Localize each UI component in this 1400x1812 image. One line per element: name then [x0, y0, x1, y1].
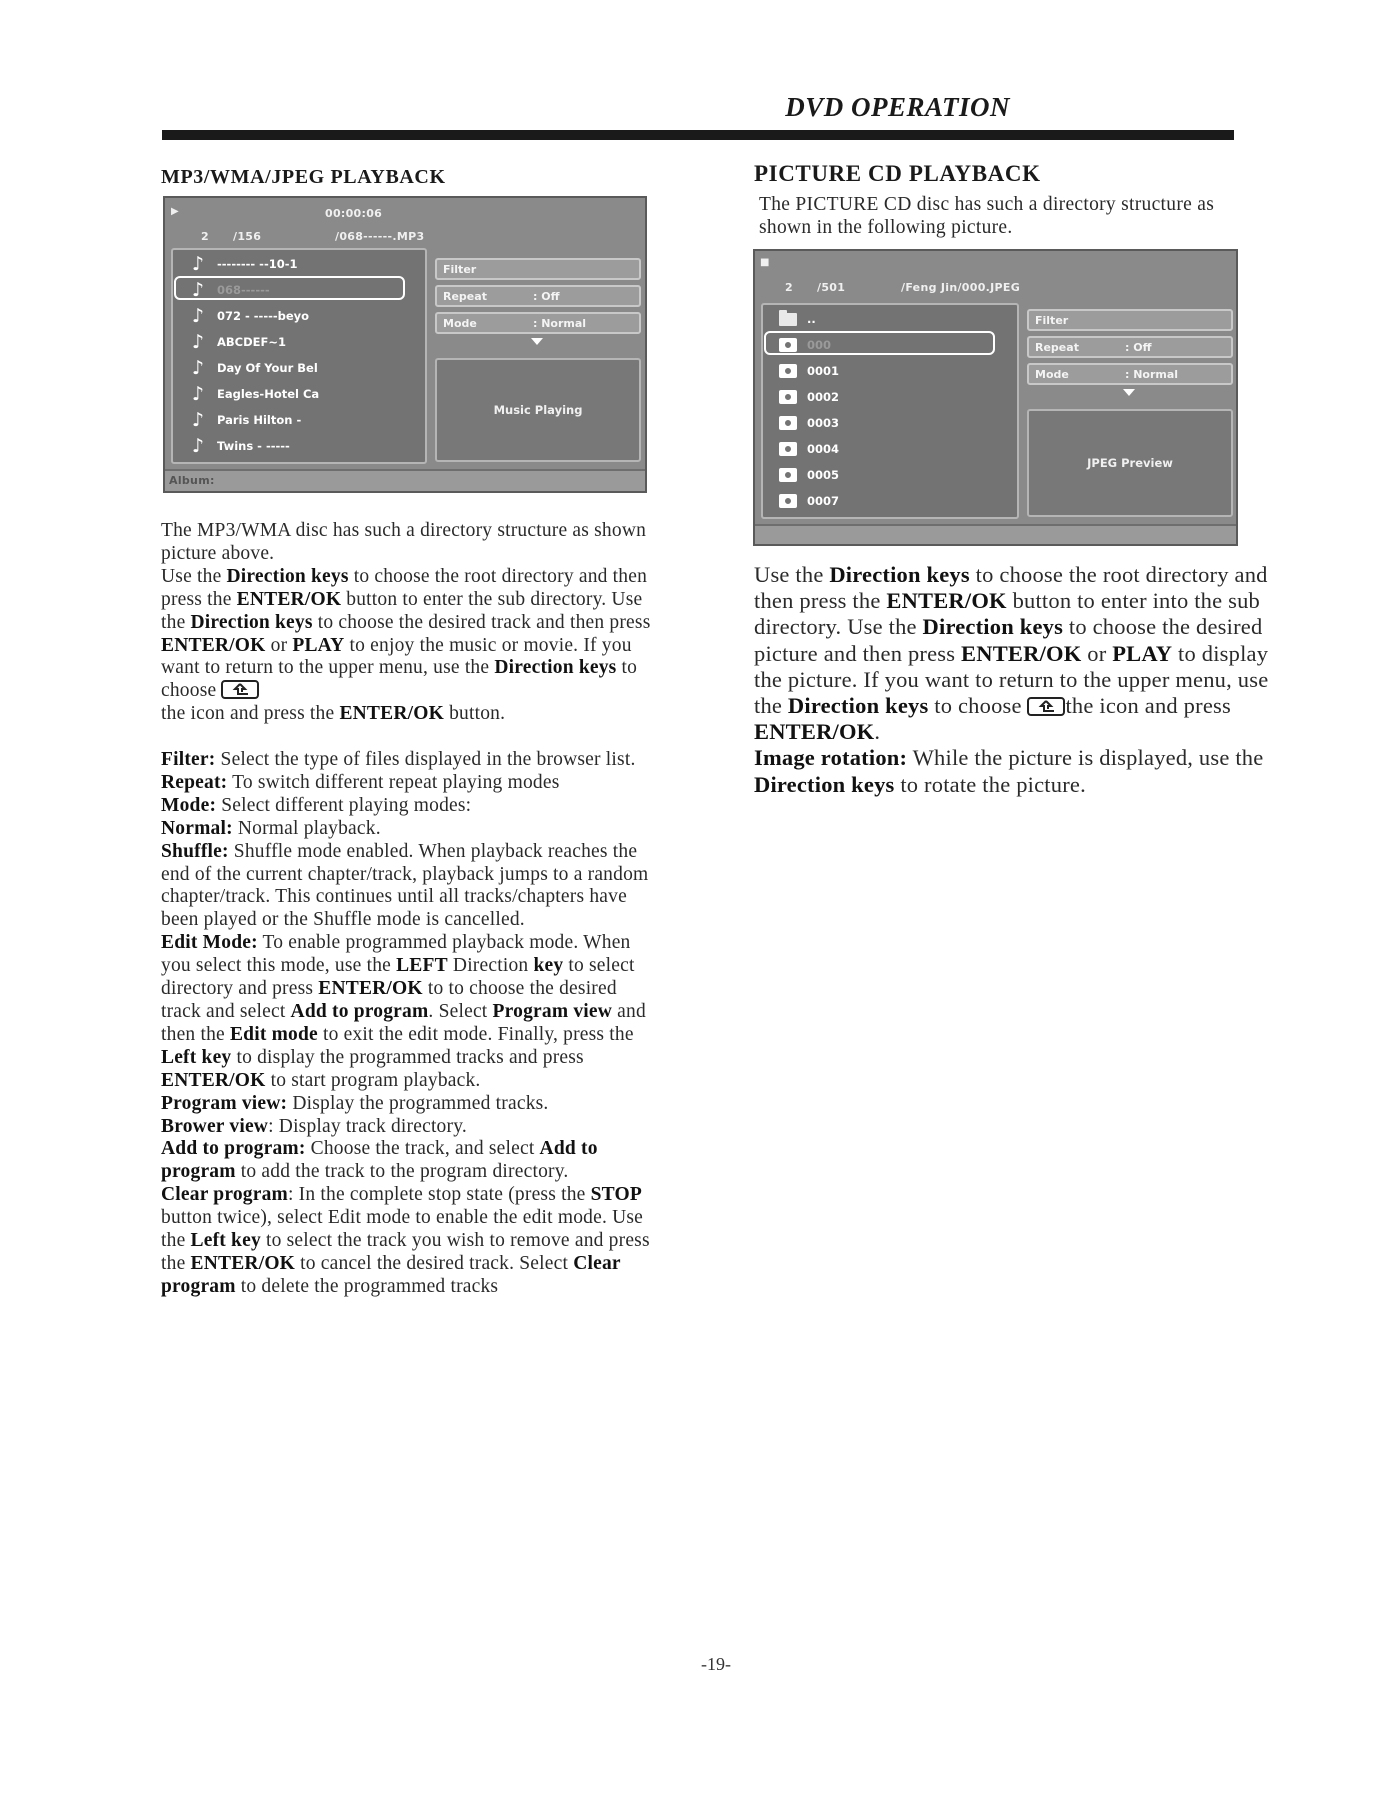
mode-button[interactable]: Mode : Normal	[1027, 363, 1233, 385]
list-item[interactable]: ♪ Eagles-Hotel Ca	[187, 384, 319, 404]
music-note-icon: ♪	[191, 279, 205, 301]
photo-icon	[779, 416, 797, 430]
header-rule	[162, 130, 1234, 140]
photo-icon	[779, 442, 797, 456]
picture-file-list	[761, 303, 1019, 519]
mp3-section-title: MP3/WMA/JPEG PLAYBACK	[161, 166, 446, 188]
picture-cd-section-title: PICTURE CD PLAYBACK	[754, 161, 1041, 186]
photo-icon	[779, 390, 797, 404]
stop-indicator-icon: ■	[760, 257, 770, 268]
osd-track-current: 2	[785, 281, 793, 294]
list-item[interactable]: ♪ Paris Hilton -	[187, 410, 301, 430]
osd-track-total: /156	[233, 230, 262, 243]
mode-dropdown-arrow-icon	[1123, 389, 1135, 396]
photo-icon	[779, 338, 797, 352]
music-note-icon: ♪	[191, 331, 205, 353]
mp3-instructions	[161, 520, 661, 1299]
osd-track-current: 2	[201, 230, 209, 243]
music-note-icon: ♪	[191, 357, 205, 379]
list-item[interactable]: ..	[777, 309, 816, 329]
mode-dropdown-arrow-icon	[531, 338, 543, 345]
page-number: -19-	[701, 1654, 731, 1674]
album-label: Album:	[169, 474, 215, 487]
music-status-panel: Music Playing	[435, 358, 641, 462]
repeat-button[interactable]: Repeat : Off	[1027, 336, 1233, 358]
folder-icon	[779, 313, 797, 326]
music-note-icon: ♪	[191, 253, 205, 275]
return-upper-menu-icon	[221, 680, 259, 699]
list-item[interactable]: 0004	[777, 439, 839, 459]
photo-icon	[779, 364, 797, 378]
mp3-paragraph-intro: The MP3/WMA disc has such a directory structure as shown picture above. Use the Direction keys to choose the root directory and then press the ENTER/OK button to enter the sub directory. Use the Direction keys to choose the desired track and then press ENTER/OK or PLAY to enjoy the music or movie. If you want to return to the upper menu, use the Direction keys to choose the icon and press the ENTER/OK button.	[161, 520, 651, 725]
filter-button[interactable]: Filter	[1027, 309, 1233, 331]
osd-track-total: /501	[817, 281, 846, 294]
list-item[interactable]: 0001	[777, 361, 839, 381]
page-header-title: DVD OPERATION	[785, 92, 1010, 122]
list-item[interactable]: 0007	[777, 491, 839, 511]
music-note-icon: ♪	[191, 409, 205, 431]
picture-cd-intro: The PICTURE CD disc has such a directory structure as shown in the following picture.	[759, 194, 1215, 238]
osd-time: 00:00:06	[325, 207, 383, 220]
osd-filename: /Feng Jin/000.JPEG	[901, 281, 1021, 294]
list-item[interactable]: ♪ Day Of Your Bel	[187, 358, 318, 378]
music-note-icon: ♪	[191, 383, 205, 405]
repeat-button[interactable]: Repeat : Off	[435, 285, 641, 307]
list-item[interactable]: ♪ ABCDEF~1	[187, 332, 286, 352]
music-note-icon: ♪	[191, 435, 205, 457]
list-item[interactable]: 0005	[777, 465, 839, 485]
picture-cd-paragraph: Use the Direction keys to choose the root directory and then press the ENTER/OK button to enter into the sub directory. Use the Direction keys to choose the desired picture and then press ENTER/OK or PLAY to display the picture. If you want to return to the upper menu, use the Direction keys to choose the icon and press ENTER/OK. Image rotation: While the picture is displayed, use the Direction keys to rotate the picture.	[754, 562, 1269, 797]
list-item[interactable]: 0002	[777, 387, 839, 407]
list-item[interactable]: ♪ 068------	[187, 280, 270, 300]
status-bar	[755, 524, 1236, 544]
album-bar	[165, 469, 645, 491]
mode-button[interactable]: Mode : Normal	[435, 312, 641, 334]
list-item[interactable]: ♪ -------- --10-1	[187, 254, 298, 274]
list-item[interactable]: 0003	[777, 413, 839, 433]
photo-icon	[779, 468, 797, 482]
list-item[interactable]: ♪ 072 - -----beyo	[187, 306, 309, 326]
picture-cd-osd-screenshot	[753, 249, 1238, 546]
list-item[interactable]: 000	[777, 335, 831, 355]
mode-definitions: Filter: Select the type of files displayed in the browser list. Repeat: To switch different repeat playing modes Mode: Select different playing modes: Normal: Normal playback. Shuffle: Shuffle mode enabled. When playback reaches the end of the current chapter/track, playback jumps to a random chapter/track. This continues until all tracks/chapters have been played or the Shuffle mode is cancelled. Edit Mode: To enable programmed playback mode. When you select this mode, use the LEFT Direction key to select directory and press ENTER/OK to to choose the desired track and select Add to program. Select Program view and then the Edit mode to exit the edit mode. Finally, press the Left key to display the programmed tracks and press ENTER/OK to start program playback. Program view: Display the programmed tracks. Brower view: Display track directory. Add to program: Choose the track, and select Add to program to add the track to the program directory. Clear program: In the complete stop state (press the STOP button twice), select Edit mode to enable the edit mode. Use the Left key to select the track you wish to remove and press the ENTER/OK to cancel the desired track. Select Clear program to delete the programmed tracks	[161, 749, 650, 1297]
list-item[interactable]: ♪ Twins - -----	[187, 436, 290, 456]
osd-filename: /068------.MP3	[335, 230, 425, 243]
return-upper-menu-icon	[1027, 697, 1065, 716]
picture-cd-instructions	[754, 562, 1274, 798]
jpeg-preview-panel: JPEG Preview	[1027, 409, 1233, 517]
mp3-file-list	[171, 248, 427, 464]
filter-button[interactable]: Filter	[435, 258, 641, 280]
play-indicator-icon: ▶	[171, 206, 179, 217]
photo-icon	[779, 494, 797, 508]
mp3-osd-screenshot	[163, 196, 647, 493]
music-note-icon: ♪	[191, 305, 205, 327]
